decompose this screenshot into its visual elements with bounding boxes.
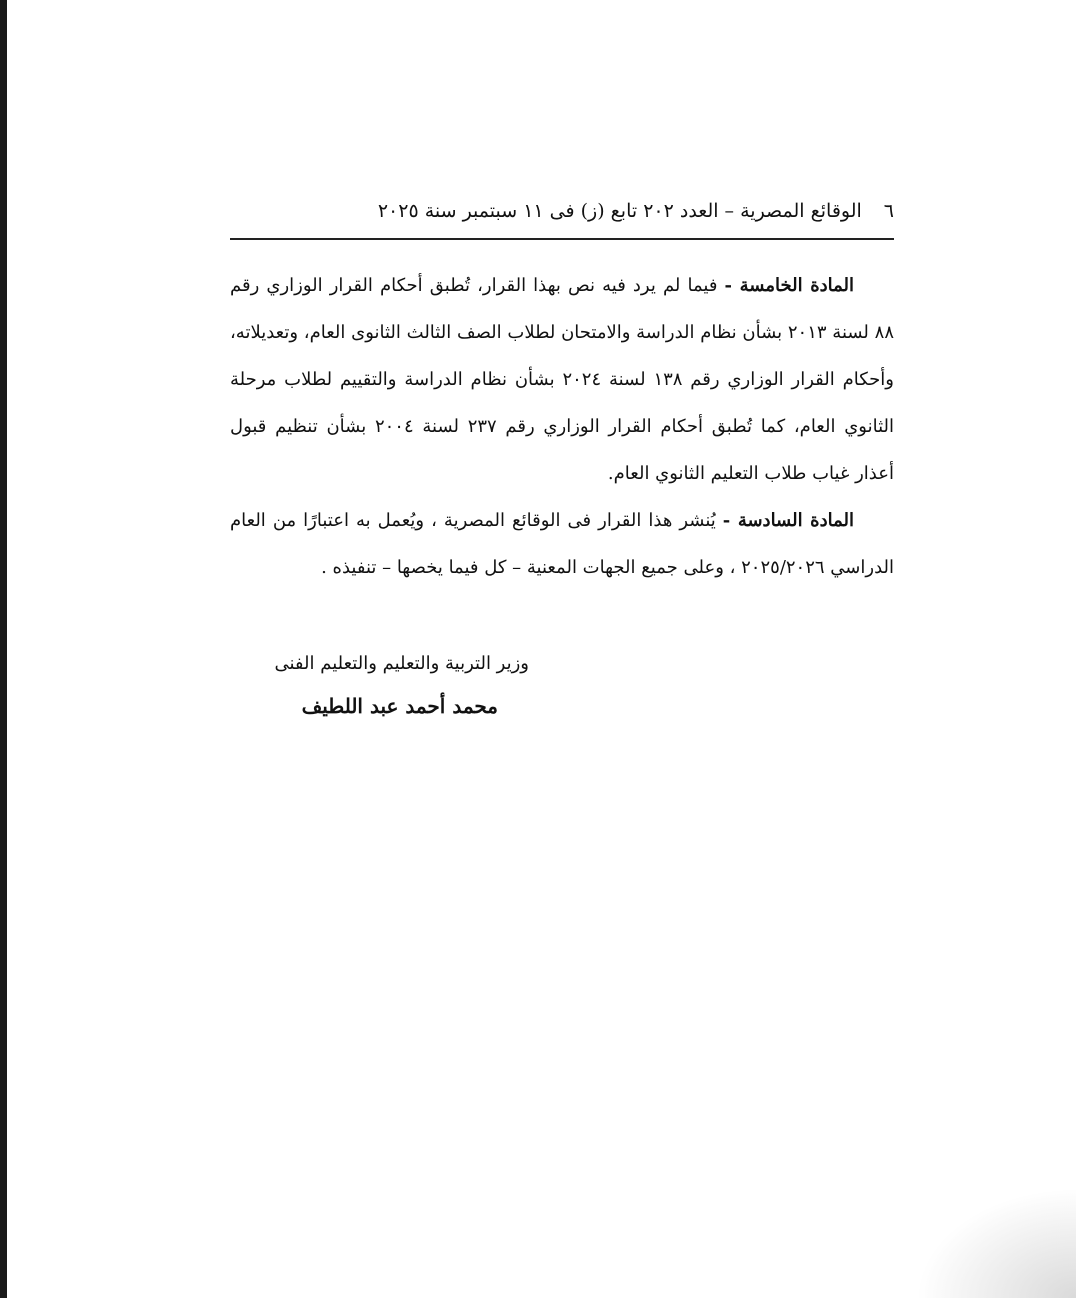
article-text: فيما لم يرد فيه نص بهذا القرار، تُطبق أحكام القرار الوزاري رقم ٨٨ لسنة ٢٠١٣ بشأن نظام الدراسة والامتحان لطلاب الصف الثالث الثانوى العام، وتعديلاته، وأحكام القرار الوزاري رقم ١٣٨ لسنة ٢٠٢٤ بشأن نظام الدراسة والتقييم لطلاب مرحلة الثانوي العام، كما تُطبق أحكام القرار الوزاري رقم ٢٣٧ لسنة ٢٠٠٤ بشأن تنظيم قبول أعذار غياب طلاب التعليم الثانوي العام. — [230, 275, 894, 484]
gazette-header-title: الوقائع المصرية – العدد ٢٠٢ تابع (ز) فى ١١ سبتمبر سنة ٢٠٢٥ — [377, 200, 862, 222]
page-left-edge — [0, 0, 7, 1298]
signatory-name: محمد أحمد عبد اللطيف — [301, 694, 498, 718]
document-page — [230, 0, 894, 1298]
article-text: يُنشر هذا القرار فى الوقائع المصرية ، ويُعمل به اعتبارًا من العام الدراسي ٢٠٢٥/٢٠٢٦ ، وعلى جميع الجهات المعنية – كل فيما يخصها – تنفيذه . — [230, 510, 894, 578]
signatory-title: وزير التربية والتعليم والتعليم الفنى — [274, 653, 529, 674]
article-label: المادة السادسة - — [722, 510, 854, 531]
document-body — [230, 262, 894, 591]
page-header — [230, 194, 894, 228]
page-corner-shadow — [916, 1188, 1076, 1298]
signature-block — [274, 648, 529, 680]
page-number: ٦ — [883, 200, 894, 222]
article-paragraph — [230, 262, 894, 497]
article-label: المادة الخامسة - — [724, 275, 855, 296]
article-paragraph — [230, 497, 894, 591]
header-divider — [230, 238, 894, 240]
